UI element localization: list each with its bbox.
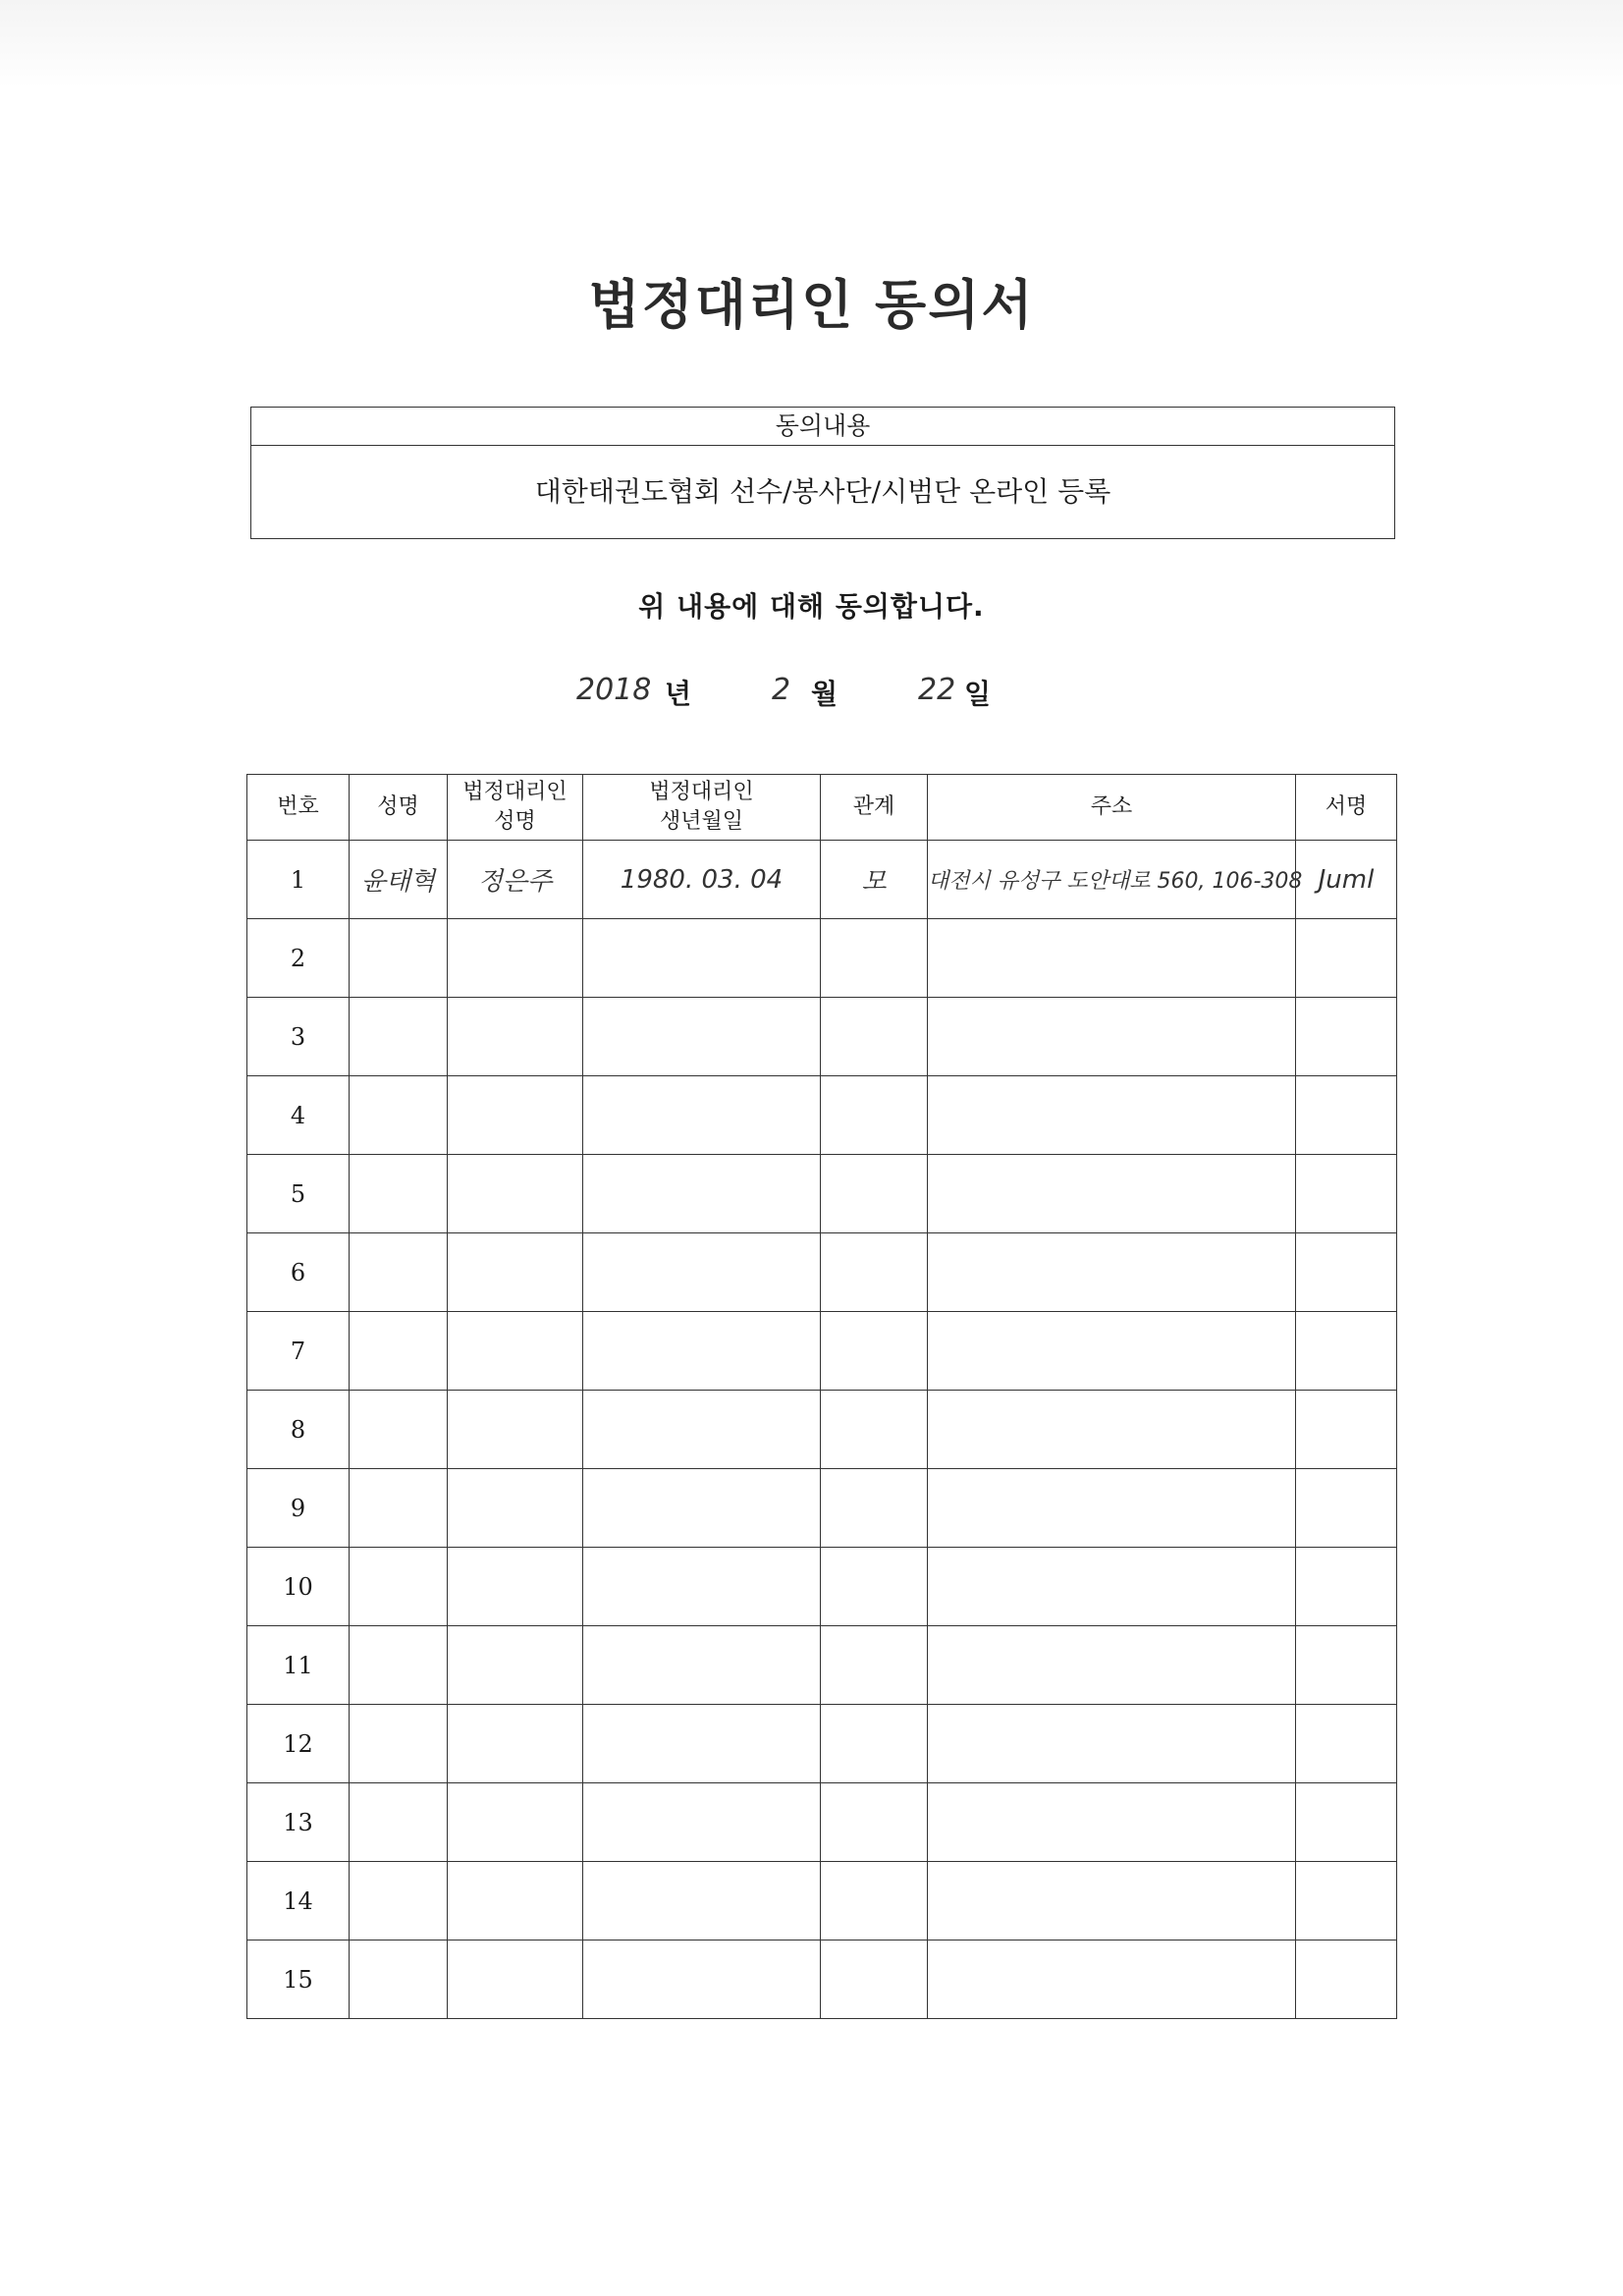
row-guardian-birth-cell (583, 1076, 821, 1155)
header-guardian-birth-line2: 생년월일 (659, 809, 743, 834)
row-guardian-birth-value: 1980. 03. 04 (620, 864, 784, 895)
table-header-row (247, 775, 1397, 841)
row-number-cell: 7 (247, 1312, 350, 1391)
header-guardian-name-line1: 법정대리인 (462, 780, 568, 804)
row-relation-value: 모 (861, 867, 887, 897)
row-address-cell (928, 1705, 1296, 1783)
row-guardian-name-cell (448, 1076, 583, 1155)
table-body (247, 841, 1397, 2019)
scan-shadow (0, 0, 1623, 88)
row-signature-cell (1296, 998, 1397, 1076)
row-relation-cell (821, 1626, 928, 1705)
table-row (247, 1548, 1397, 1626)
row-name-cell (350, 1941, 448, 2019)
table-row (247, 919, 1397, 998)
date-month: 2 (772, 673, 791, 707)
row-address-cell (928, 1548, 1296, 1626)
row-address-value: 대전시 유성구 도안대로 560, 106-308 (928, 869, 1303, 894)
table-row (247, 1941, 1397, 2019)
row-number-cell: 12 (247, 1705, 350, 1783)
row-number-cell: 3 (247, 998, 350, 1076)
row-guardian-name-cell (448, 1391, 583, 1469)
date-month-unit: 월 (811, 678, 839, 710)
document-title: 법정대리인 동의서 (588, 274, 1035, 336)
row-address-cell (928, 998, 1296, 1076)
row-relation-cell (821, 1548, 928, 1626)
row-guardian-birth-cell (583, 841, 821, 919)
row-guardian-birth-cell (583, 1783, 821, 1862)
row-address-cell (928, 1233, 1296, 1312)
row-name-cell (350, 919, 448, 998)
row-relation-cell (821, 1469, 928, 1548)
row-guardian-name-value: 정은주 (477, 867, 553, 897)
row-signature-cell (1296, 1312, 1397, 1391)
row-number-cell: 14 (247, 1862, 350, 1941)
row-address-cell (928, 1155, 1296, 1233)
row-guardian-name-cell (448, 1155, 583, 1233)
table-row (247, 841, 1397, 919)
row-name-cell (350, 1076, 448, 1155)
row-name-value: 윤태혁 (360, 867, 436, 897)
header-number: 번호 (247, 775, 350, 841)
row-relation-cell (821, 1233, 928, 1312)
row-guardian-name-cell (448, 1626, 583, 1705)
row-name-cell (350, 1548, 448, 1626)
row-signature-cell (1296, 1548, 1397, 1626)
row-signature-cell (1296, 1155, 1397, 1233)
consent-body: 대한태권도협회 선수/봉사단/시범단 온라인 등록 (534, 475, 1111, 508)
row-guardian-birth-cell (583, 1941, 821, 2019)
header-signature: 서명 (1296, 775, 1397, 841)
table-row (247, 1469, 1397, 1548)
row-signature-cell (1296, 1705, 1397, 1783)
row-guardian-birth-cell (583, 1312, 821, 1391)
date-line (0, 673, 1623, 722)
row-signature-cell (1296, 1862, 1397, 1941)
agreement-text: 위 내용에 대해 동의합니다. (638, 590, 985, 623)
row-guardian-name-cell (448, 998, 583, 1076)
row-address-cell (928, 1862, 1296, 1941)
row-signature-cell (1296, 841, 1397, 919)
row-signature-cell (1296, 1626, 1397, 1705)
table-row (247, 1626, 1397, 1705)
row-address-cell (928, 1469, 1296, 1548)
row-signature-value: Juml (1318, 864, 1375, 895)
header-address: 주소 (928, 775, 1296, 841)
table-row (247, 1705, 1397, 1783)
row-name-cell (350, 1469, 448, 1548)
row-guardian-name-cell (448, 1548, 583, 1626)
header-guardian-birth (583, 775, 821, 841)
row-relation-cell (821, 1076, 928, 1155)
row-guardian-birth-cell (583, 1626, 821, 1705)
date-day-unit: 일 (964, 678, 992, 710)
consent-box (250, 407, 1395, 539)
table-row (247, 1155, 1397, 1233)
row-name-cell (350, 1862, 448, 1941)
row-guardian-name-cell (448, 1783, 583, 1862)
header-guardian-birth-line1: 법정대리인 (649, 780, 754, 804)
row-name-cell (350, 1626, 448, 1705)
date-year-unit: 년 (665, 678, 692, 710)
row-guardian-name-cell (448, 841, 583, 919)
row-number-cell: 10 (247, 1548, 350, 1626)
row-relation-cell (821, 1862, 928, 1941)
row-number-cell: 5 (247, 1155, 350, 1233)
row-relation-cell (821, 841, 928, 919)
table-row (247, 998, 1397, 1076)
row-address-cell (928, 1312, 1296, 1391)
row-name-cell (350, 841, 448, 919)
date-day: 22 (918, 673, 956, 707)
row-signature-cell (1296, 1941, 1397, 2019)
row-signature-cell (1296, 1076, 1397, 1155)
consent-header: 동의내용 (251, 408, 1394, 446)
row-number-cell: 6 (247, 1233, 350, 1312)
row-relation-cell (821, 1941, 928, 2019)
row-number-cell: 15 (247, 1941, 350, 2019)
header-relation: 관계 (821, 775, 928, 841)
table-row (247, 1233, 1397, 1312)
row-number-cell: 11 (247, 1626, 350, 1705)
row-name-cell (350, 1705, 448, 1783)
table-row (247, 1862, 1397, 1941)
row-guardian-birth-cell (583, 1233, 821, 1312)
row-address-cell (928, 1626, 1296, 1705)
row-signature-cell (1296, 1233, 1397, 1312)
row-guardian-name-cell (448, 1312, 583, 1391)
row-address-cell (928, 841, 1303, 919)
date-year: 2018 (576, 673, 652, 707)
table-row (247, 1783, 1397, 1862)
row-name-cell (350, 1391, 448, 1469)
row-address-cell (928, 1391, 1296, 1469)
row-number-cell: 9 (247, 1469, 350, 1548)
row-relation-cell (821, 919, 928, 998)
row-relation-cell (821, 1783, 928, 1862)
row-number-cell: 13 (247, 1783, 350, 1862)
row-guardian-birth-cell (583, 1548, 821, 1626)
row-name-cell (350, 998, 448, 1076)
row-address-cell (928, 1941, 1296, 2019)
row-signature-cell (1296, 1391, 1397, 1469)
header-name: 성명 (350, 775, 448, 841)
row-relation-cell (821, 1391, 928, 1469)
row-guardian-birth-cell (583, 1705, 821, 1783)
row-guardian-birth-cell (583, 1155, 821, 1233)
row-signature-cell (1296, 1783, 1397, 1862)
row-number-cell: 4 (247, 1076, 350, 1155)
row-signature-cell (1296, 1469, 1397, 1548)
row-name-cell (350, 1155, 448, 1233)
row-address-cell (928, 919, 1296, 998)
row-guardian-birth-cell (583, 998, 821, 1076)
row-guardian-birth-cell (583, 1391, 821, 1469)
row-relation-cell (821, 1312, 928, 1391)
row-relation-cell (821, 1155, 928, 1233)
row-guardian-birth-cell (583, 919, 821, 998)
row-name-cell (350, 1783, 448, 1862)
row-guardian-name-cell (448, 1862, 583, 1941)
row-relation-cell (821, 998, 928, 1076)
row-guardian-name-cell (448, 1469, 583, 1548)
table-row (247, 1076, 1397, 1155)
header-guardian-name-line2: 성명 (494, 809, 536, 834)
row-name-cell (350, 1233, 448, 1312)
row-address-cell (928, 1783, 1296, 1862)
header-guardian-name (448, 775, 583, 841)
row-guardian-name-cell (448, 1705, 583, 1783)
row-guardian-name-cell (448, 1233, 583, 1312)
row-address-cell (928, 1076, 1296, 1155)
row-name-cell (350, 1312, 448, 1391)
row-guardian-name-cell (448, 919, 583, 998)
row-guardian-birth-cell (583, 1469, 821, 1548)
row-guardian-birth-cell (583, 1862, 821, 1941)
table-row (247, 1391, 1397, 1469)
row-guardian-name-cell (448, 1941, 583, 2019)
row-relation-cell (821, 1705, 928, 1783)
row-number-cell: 2 (247, 919, 350, 998)
row-signature-cell (1296, 919, 1397, 998)
row-number-cell: 1 (247, 841, 350, 919)
table-row (247, 1312, 1397, 1391)
guardian-table (246, 774, 1397, 2019)
row-number-cell: 8 (247, 1391, 350, 1469)
